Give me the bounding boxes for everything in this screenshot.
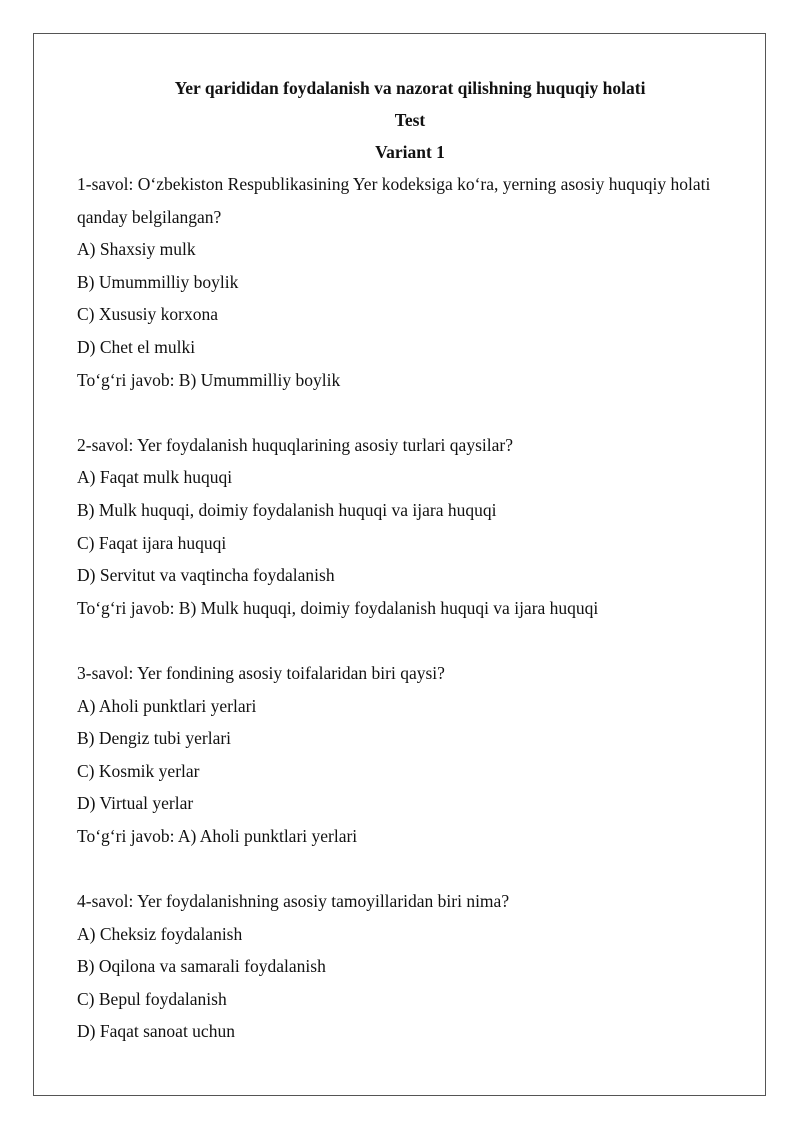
question-list [77,168,757,1048]
question-text: 2-savol: Yer foydalanish huquqlarining asosiy turlari qaysilar? [77,434,513,455]
answer-option: B) Dengiz tubi yerlari [77,728,232,749]
document-content [77,72,757,1048]
answer-option: B) Mulk huquqi, doimiy foydalanish huquqi va ijara huquqi [77,499,497,520]
answer-option: B) Oqilona va samarali foydalanish [77,956,326,977]
answer-option: B) Umummilliy boylik [77,271,239,292]
answer-option: A) Cheksiz foydalanish [77,923,243,944]
question-text: 3-savol: Yer fondining asosiy toifalaridan biri qaysi? [77,662,445,683]
question-block-2 [77,429,757,625]
correct-answer: To‘g‘ri javob: B) Umummilliy boylik [77,369,341,390]
correct-answer: To‘g‘ri javob: B) Mulk huquqi, doimiy foydalanish huquqi va ijara huquqi [77,597,599,618]
answer-option: A) Aholi punktlari yerlari [77,695,257,716]
answer-option: C) Faqat ijara huquqi [77,532,227,553]
answer-option: A) Faqat mulk huquqi [77,467,233,488]
question-block-1 [77,168,757,396]
question-block-3 [77,657,757,853]
answer-option: C) Xususiy korxona [77,304,218,325]
correct-answer: To‘g‘ri javob: A) Aholi punktlari yerlari [77,825,358,846]
document-title: Yer qarididan foydalanish va nazorat qilishning huquqiy holati [174,78,646,98]
answer-option: A) Shaxsiy mulk [77,239,196,260]
answer-option: D) Faqat sanoat uchun [77,1021,235,1042]
answer-option: D) Virtual yerlar [77,793,194,814]
document-variant: Variant 1 [375,142,445,162]
question-text: 4-savol: Yer foydalanishning asosiy tamoyillaridan biri nima? [77,891,510,912]
answer-option: C) Kosmik yerlar [77,760,200,781]
answer-option: D) Chet el mulki [77,336,196,357]
question-block-4 [77,885,757,1048]
document-subtitle: Test [394,110,426,130]
answer-option: D) Servitut va vaqtincha foydalanish [77,565,335,586]
question-text: 1-savol: O‘zbekiston Respublikasining Yer kodeksiga ko‘ra, yerning asosiy huquqiy holati qanday belgilangan? [77,174,711,227]
answer-option: C) Bepul foydalanish [77,988,227,1009]
